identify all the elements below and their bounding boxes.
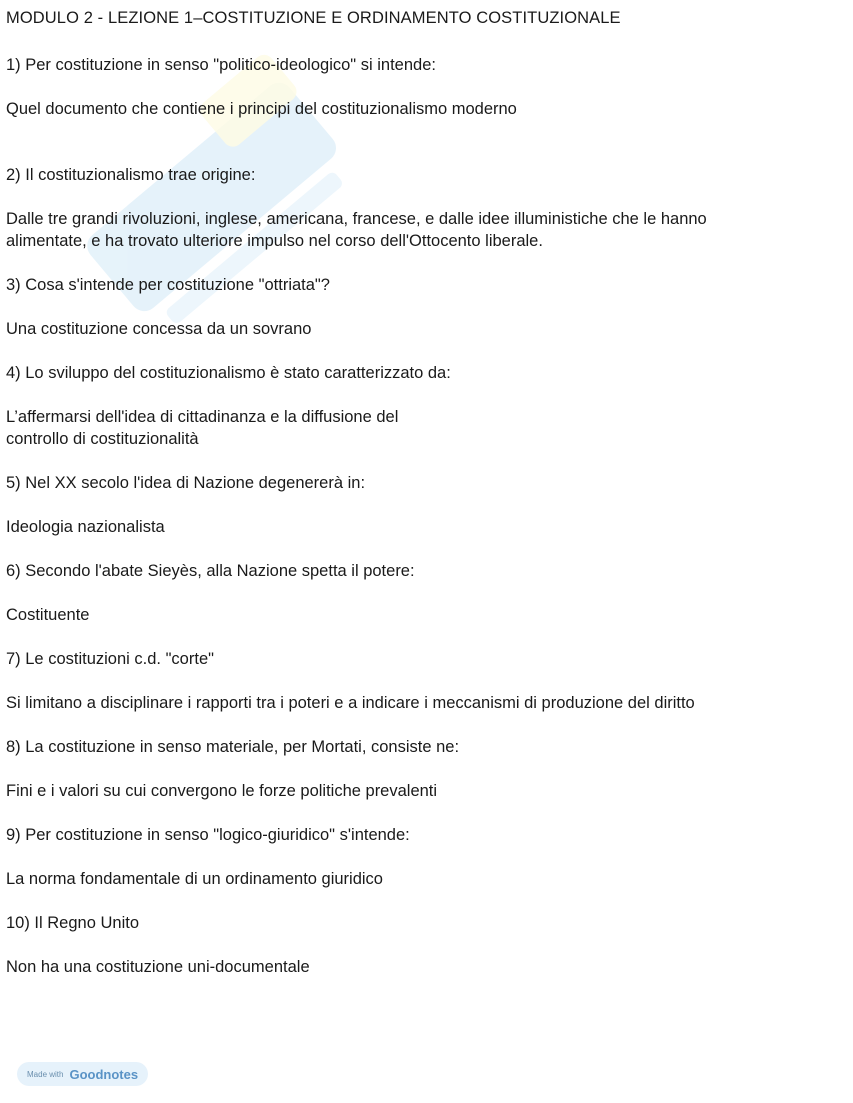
answer: Ideologia nazionalista bbox=[6, 518, 165, 536]
question: 6) Secondo l'abate Sieyès, alla Nazione spetta il potere: bbox=[6, 562, 415, 580]
qa-item-9 bbox=[6, 824, 836, 890]
qa-item-6 bbox=[6, 560, 836, 626]
question: 7) Le costituzioni c.d. "corte" bbox=[6, 650, 214, 668]
qa-item-4 bbox=[6, 362, 836, 450]
qa-item-2 bbox=[6, 164, 836, 252]
answer: Non ha una costituzione uni-documentale bbox=[6, 958, 310, 976]
question: 3) Cosa s'intende per costituzione "ottriata"? bbox=[6, 276, 330, 294]
qa-item-5 bbox=[6, 472, 836, 538]
question: 4) Lo sviluppo del costituzionalismo è stato caratterizzato da: bbox=[6, 364, 451, 382]
answer: Dalle tre grandi rivoluzioni, inglese, americana, francese, e dalle idee illuministiche che le hanno alimentate, e ha trovato ulteriore impulso nel corso dell'Ottocento liberale. bbox=[6, 210, 707, 250]
question: 10) Il Regno Unito bbox=[6, 914, 139, 932]
badge-small-text: Made with bbox=[27, 1069, 64, 1079]
document-body bbox=[6, 8, 836, 1000]
question: 1) Per costituzione in senso "politico-ideologico" si intende: bbox=[6, 56, 436, 74]
qa-item-3 bbox=[6, 274, 836, 340]
answer: Fini e i valori su cui convergono le forze politiche prevalenti bbox=[6, 782, 438, 800]
goodnotes-badge[interactable] bbox=[17, 1062, 148, 1086]
answer: Una costituzione concessa da un sovrano bbox=[6, 320, 312, 338]
answer: Quel documento che contiene i principi del costituzionalismo moderno bbox=[6, 100, 517, 118]
qa-item-1 bbox=[6, 54, 836, 120]
answer: Costituente bbox=[6, 606, 90, 624]
qa-item-7 bbox=[6, 648, 836, 714]
answer: L’affermarsi dell'idea di cittadinanza e la diffusione del controllo di costituzionalità bbox=[6, 408, 399, 448]
qa-item-8 bbox=[6, 736, 836, 802]
qa-item-10 bbox=[6, 912, 836, 978]
question: 2) Il costituzionalismo trae origine: bbox=[6, 166, 256, 184]
answer: La norma fondamentale di un ordinamento giuridico bbox=[6, 870, 383, 888]
answer: Si limitano a disciplinare i rapporti tra i poteri e a indicare i meccanismi di produzione del diritto bbox=[6, 694, 695, 712]
page-title: MODULO 2 - LEZIONE 1–COSTITUZIONE E ORDINAMENTO COSTITUZIONALE bbox=[6, 9, 621, 27]
badge-brand-text: Goodnotes bbox=[69, 1066, 139, 1082]
question: 8) La costituzione in senso materiale, per Mortati, consiste ne: bbox=[6, 738, 460, 756]
question: 5) Nel XX secolo l'idea di Nazione degenererà in: bbox=[6, 474, 366, 492]
question: 9) Per costituzione in senso "logico-giuridico" s'intende: bbox=[6, 826, 410, 844]
